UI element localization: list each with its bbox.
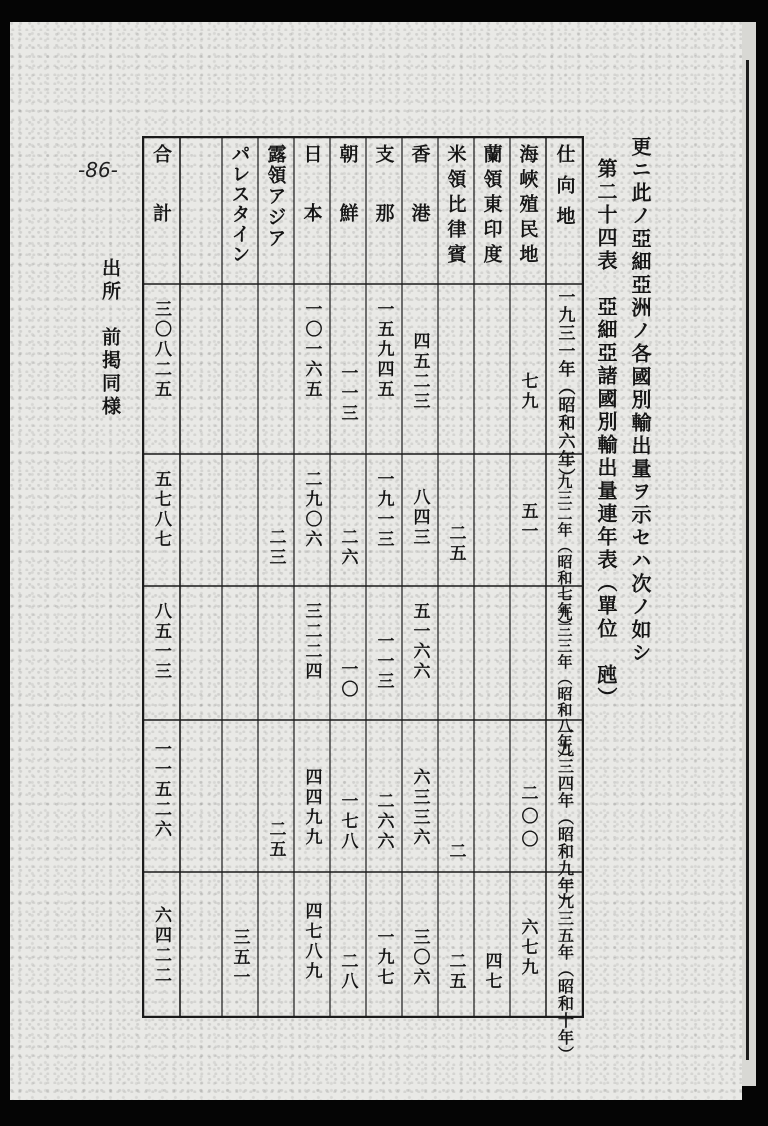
page-number: -86- [78, 158, 118, 182]
source-note: 出所 前掲同様 [99, 258, 121, 419]
value-cell: 二〇〇 [517, 784, 538, 853]
destination-header: 海峽殖民地 [516, 144, 539, 269]
table-title: 第二十四表 亞細亞諸國別輸出量連年表（單位 瓲） [594, 158, 618, 710]
export-table [142, 136, 584, 1063]
value-cell: 二九〇六 [301, 470, 322, 550]
destination-header: 香港 [408, 144, 431, 262]
destination-header: パレスタイン [228, 144, 251, 264]
value-cell: 五七八七 [151, 470, 171, 550]
value-cell: 一〇 [337, 660, 358, 700]
value-cell: 五一 [517, 502, 538, 542]
destination-header: 露領アジア [264, 144, 287, 249]
destination-header: 支那 [372, 144, 395, 262]
value-cell: 八四三 [409, 488, 430, 548]
value-cell: 五一六六 [409, 602, 430, 682]
value-cell: 一九七 [373, 928, 394, 988]
value-cell: 二三 [265, 528, 286, 568]
intro-sentence: 更ニ此ノ亞細亞洲ノ各國別輸出量ヲ示セハ次ノ如シ [628, 136, 652, 665]
value-cell: 二八 [337, 952, 358, 992]
value-cell: 三〇八二五 [151, 300, 171, 400]
destination-header: 米領比律賓 [444, 144, 467, 269]
value-cell: 三〇六 [409, 928, 430, 988]
value-cell: 四五二三 [409, 332, 430, 412]
value-cell: 一〇一六五 [301, 300, 322, 400]
value-cell: 一一五二六 [151, 740, 171, 840]
value-cell: 二五 [265, 820, 286, 860]
value-cell: 一七八 [337, 792, 358, 852]
year-header: 一九三三年（昭和八年） [555, 590, 574, 766]
destination-header: 蘭領東印度 [480, 144, 503, 269]
value-cell: 三五一 [229, 928, 250, 988]
value-cell: 六四二二 [151, 906, 171, 986]
value-cell: 一九一三 [373, 470, 394, 550]
destination-header: 朝鮮 [336, 144, 359, 262]
value-cell: 一五九四五 [373, 300, 394, 400]
value-cell: 二五 [445, 524, 466, 564]
corner-header: 仕向地 [553, 144, 576, 237]
value-cell: 七九 [517, 372, 538, 412]
value-cell: 二 [445, 842, 466, 862]
year-header: 一九三一年（昭和六年） [554, 288, 575, 486]
value-cell: 三二二四 [301, 602, 322, 682]
destination-header: 合計 [150, 144, 172, 262]
value-cell: 六七九 [517, 918, 538, 978]
destination-header: 日本 [300, 144, 323, 262]
value-cell: 一一三 [373, 632, 394, 692]
year-header: 一九三二年（昭和七年） [555, 458, 574, 634]
year-header: 一九三四年（昭和九年） [555, 724, 575, 911]
year-header: 一九三五年（昭和十年） [555, 876, 575, 1063]
value-cell: 二五 [445, 952, 466, 992]
value-cell: 六三三六 [409, 768, 430, 848]
value-cell: 四七 [481, 952, 502, 992]
value-cell: 四七八九 [301, 902, 322, 982]
value-cell: 二六 [337, 528, 358, 568]
page-edge-shadow [746, 60, 749, 1060]
value-cell: 八五一三 [151, 602, 171, 682]
page-edge [742, 22, 756, 1086]
value-cell: 四四九九 [301, 768, 322, 848]
value-cell: 二六六 [373, 792, 394, 852]
value-cell: 一一三 [337, 364, 358, 424]
